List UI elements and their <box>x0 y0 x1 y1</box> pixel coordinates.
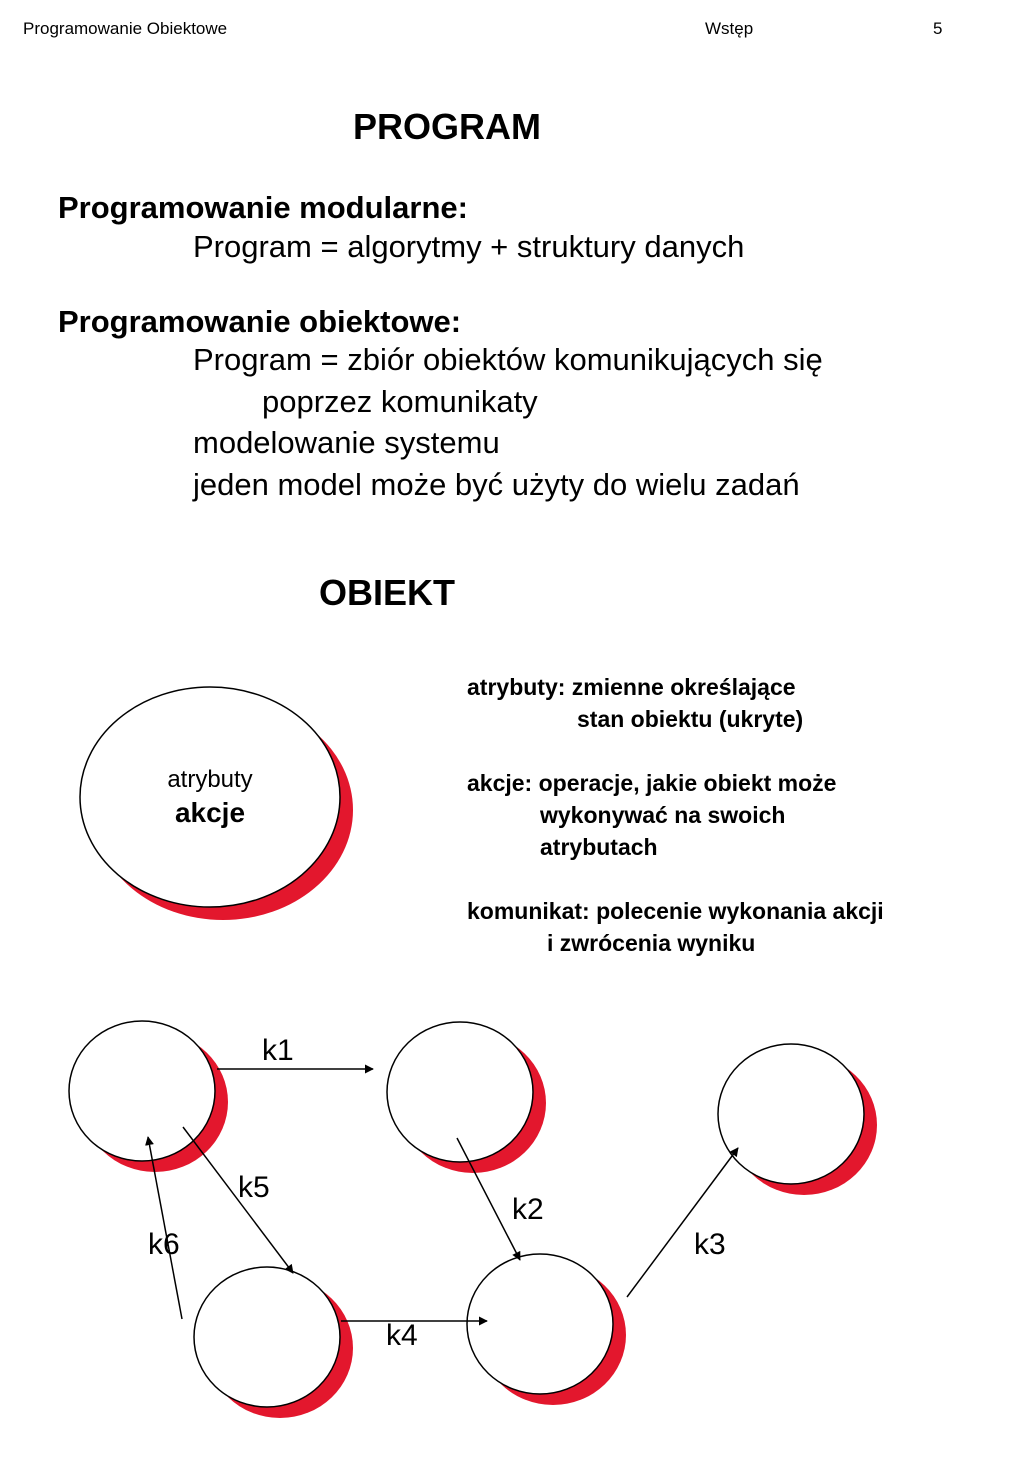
def-message-line1: komunikat: polecenie wykonania akcji <box>467 898 884 924</box>
header-page-number: 5 <box>933 19 943 38</box>
object-definition-line4: jeden model może być użyty do wielu zadań <box>193 467 800 502</box>
object-node-1 <box>69 1021 228 1172</box>
label-k6: k6 <box>148 1228 180 1261</box>
object-definition-line1: Program = zbiór obiektów komunikujących się <box>193 342 823 377</box>
def-message-line2: i zwrócenia wyniku <box>547 930 756 956</box>
object-node-3 <box>718 1044 877 1195</box>
def-attributes-line2: stan obiektu (ukryte) <box>577 706 804 732</box>
label-k2: k2 <box>512 1193 544 1226</box>
arrow-k3 <box>627 1148 738 1297</box>
object-definition-line2: poprzez komunikaty <box>262 384 538 419</box>
def-actions-line3: atrybutach <box>540 834 658 860</box>
modular-definition: Program = algorytmy + struktury danych <box>193 229 745 264</box>
object-node-5 <box>467 1254 626 1405</box>
header-course-title: Programowanie Obiektowe <box>23 19 228 38</box>
object-circle-attributes-label: atrybuty <box>167 766 253 793</box>
obiekt-title: OBIEKT <box>319 572 456 613</box>
label-k3: k3 <box>694 1228 726 1261</box>
def-attributes-line1: atrybuty: zmienne określające <box>467 674 796 700</box>
modular-heading: Programowanie modularne: <box>58 190 468 225</box>
header-chapter: Wstęp <box>705 19 754 38</box>
label-k4: k4 <box>386 1319 418 1352</box>
def-actions-line2: wykonywać na swoich <box>540 802 786 828</box>
label-k5: k5 <box>238 1171 270 1204</box>
label-k1: k1 <box>262 1034 294 1067</box>
object-circle-actions-label: akcje <box>174 797 246 828</box>
def-actions-line1: akcje: operacje, jakie obiekt może <box>467 770 837 796</box>
program-title: PROGRAM <box>353 106 541 147</box>
object-node-2 <box>387 1022 546 1173</box>
object-node-4 <box>194 1267 353 1418</box>
object-heading: Programowanie obiektowe: <box>58 304 462 339</box>
object-definition-line3: modelowanie systemu <box>193 425 500 460</box>
